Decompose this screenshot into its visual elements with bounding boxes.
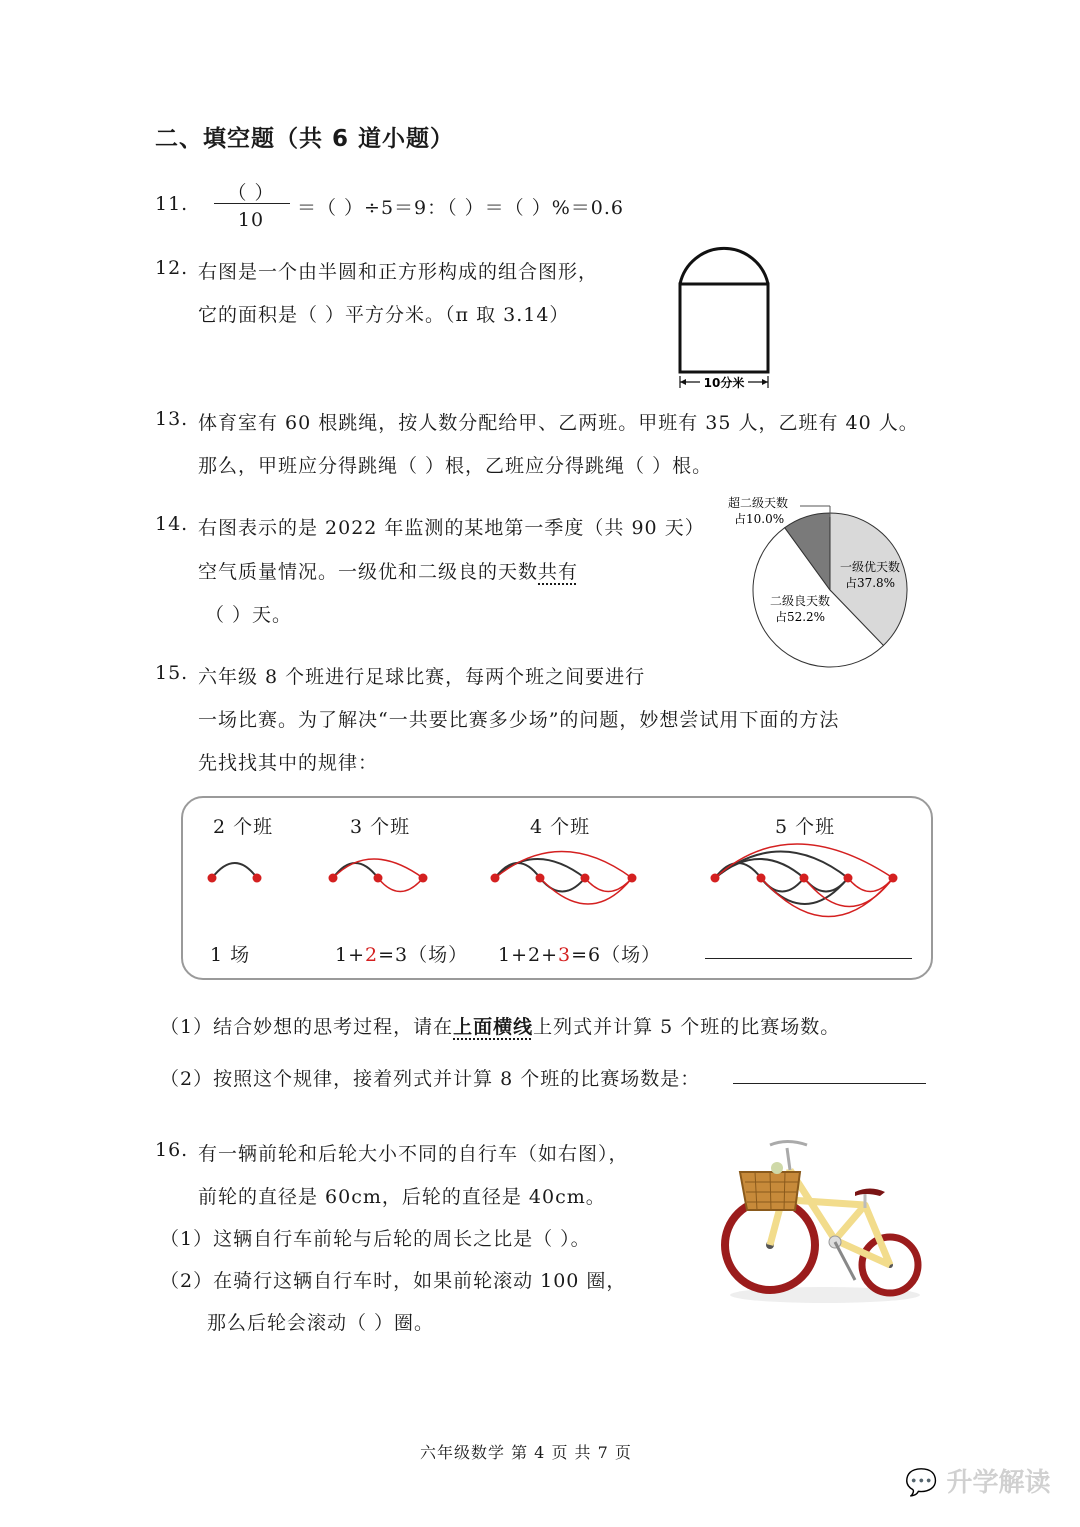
q15-number: 15.	[155, 662, 189, 684]
watermark: 💬 升学解读	[905, 1468, 1051, 1498]
group-title-4: 4 个班	[530, 816, 591, 838]
q15-sub2: （2）按照这个规律，接着列式并计算 8 个班的比赛场数是：	[160, 1068, 701, 1090]
q13-line1: 体育室有 60 根跳绳，按人数分配给甲、乙两班。甲班有 35 人，乙班有 40 人。	[198, 412, 919, 434]
label-chao-name: 超二级天数	[728, 496, 789, 510]
label-you-value: 占37.8%	[844, 576, 896, 590]
q15-line3: 先找找其中的规律：	[198, 752, 379, 774]
q11-fraction-numerator: （ ）	[227, 182, 275, 204]
q13-number: 13.	[155, 408, 189, 430]
q16-sub1: （1）这辆自行车前轮与后轮的周长之比是（ ）。	[160, 1228, 591, 1250]
group-title-3: 3 个班	[350, 816, 411, 838]
q12-line2: 它的面积是（ ）平方分米。（π 取 3.14）	[198, 304, 570, 326]
section-title: 二、填空题（共 6 道小题）	[155, 126, 455, 152]
q14-line1: 右图表示的是 2022 年监测的某地第一季度（共 90 天）	[198, 517, 705, 539]
q16-number: 16.	[155, 1139, 189, 1161]
answer-line-5-classes[interactable]	[705, 958, 912, 959]
chat-bubble-icon: 💬	[905, 1468, 938, 1498]
q16-sub2-line2: 那么后轮会滚动（ ）圈。	[207, 1312, 435, 1334]
group-result-4: 1+2+3=6（场）	[498, 944, 662, 966]
q12-number: 12.	[155, 257, 189, 279]
q12-figure	[670, 232, 780, 397]
q11-fraction-denominator: 10	[237, 209, 265, 231]
q15-line2: 一场比赛。为了解决“一共要比赛多少场”的问题，妙想尝试用下面的方法	[198, 709, 840, 731]
q14-line2: 空气质量情况。一级优和二级良的天数共有	[198, 561, 579, 583]
q14-number: 14.	[155, 513, 189, 535]
q16-line1: 有一辆前轮和后轮大小不同的自行车（如右图），	[198, 1143, 629, 1165]
q12-line1: 右图是一个由半圆和正方形构成的组合图形，	[198, 261, 599, 283]
label-chao-value: 占10.0%	[734, 512, 785, 526]
emphasis-gongyou: 共有	[538, 561, 579, 583]
q16-line2: 前轮的直径是 60cm，后轮的直径是 40cm。	[198, 1186, 606, 1208]
page-footer: 六年级数学 第 4 页 共 7 页	[420, 1443, 632, 1462]
label-liang-value: 占52.2%	[774, 610, 826, 624]
group-title-2: 2 个班	[213, 816, 274, 838]
q11-number: 11.	[155, 193, 189, 215]
bicycle-image	[715, 1130, 935, 1310]
q15-sub1: （1）结合妙想的思考过程，请在上面横线上列式并计算 5 个班的比赛场数。	[160, 1016, 841, 1038]
q11-text: ＝（ ）÷5＝9：（ ）＝（ ）%＝0.6	[297, 197, 624, 219]
q15-arc-diagram	[190, 840, 920, 930]
q14-pie-chart	[720, 490, 920, 675]
group-title-5: 5 个班	[775, 816, 836, 838]
q13-line2: 那么，甲班应分得跳绳（ ）根，乙班应分得跳绳（ ）根。	[198, 455, 713, 477]
answer-line-8-classes[interactable]	[733, 1083, 926, 1084]
dimension-label: 10分米	[703, 376, 745, 390]
label-you-name: 一级优天数	[839, 560, 901, 574]
group-result-3: 1+2=3（场）	[335, 944, 469, 966]
semicircle	[680, 248, 768, 284]
q14-line3: （ ）天。	[205, 604, 293, 626]
q11-fraction-bar	[214, 203, 290, 204]
square	[680, 284, 768, 372]
group-result-2: 1 场	[210, 944, 251, 966]
q15-line1: 六年级 8 个班进行足球比赛，每两个班之间要进行	[198, 666, 646, 688]
q16-sub2-line1: （2）在骑行这辆自行车时，如果前轮滚动 100 圈，	[160, 1270, 627, 1292]
label-liang-name: 二级良天数	[769, 594, 831, 608]
